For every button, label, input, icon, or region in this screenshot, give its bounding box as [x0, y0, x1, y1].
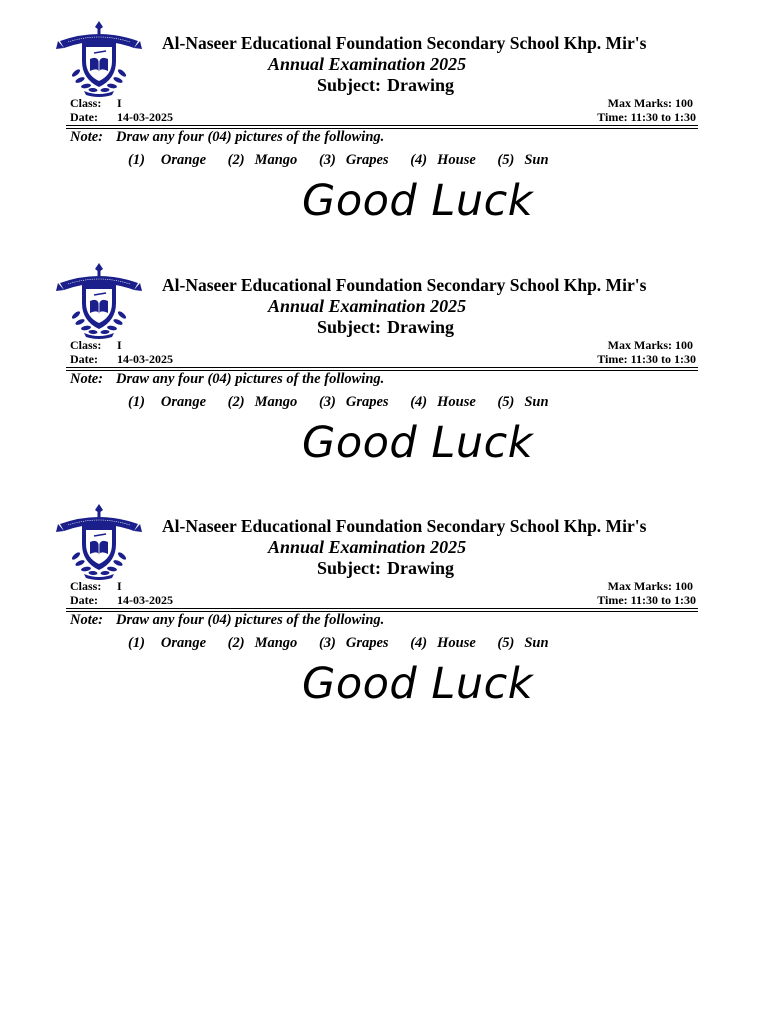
option-item: [497, 152, 548, 169]
option-number: (4): [410, 152, 428, 168]
options-list: [128, 394, 567, 411]
option-item: [128, 635, 206, 652]
option-label: Mango: [254, 152, 298, 168]
class-value: I: [117, 338, 122, 352]
subject-line: [317, 75, 460, 96]
class-value: I: [117, 579, 122, 593]
note-line: [70, 612, 384, 629]
good-luck-text: Good Luck: [302, 176, 534, 226]
note-label: Note:: [70, 129, 104, 145]
option-number: (3): [318, 635, 336, 651]
school-crest-icon: [54, 21, 144, 97]
subject-value: Drawing: [387, 558, 454, 578]
option-item: [228, 152, 298, 169]
date-value: 14-03-2025: [117, 593, 173, 607]
option-item: [228, 635, 298, 652]
exam-title: Annual Examination 2025: [268, 296, 467, 316]
option-number: (3): [318, 152, 336, 168]
date-value: 14-03-2025: [117, 110, 173, 124]
option-number: (4): [410, 394, 428, 410]
option-item: [128, 394, 206, 411]
exam-slip: [0, 18, 768, 260]
exam-slip: [0, 260, 768, 502]
subject-line: [317, 558, 460, 579]
school-name: Al-Naseer Educational Foundation Secondary School Khp. Mir's: [162, 275, 647, 295]
option-label: House: [437, 394, 476, 410]
note-line: [70, 371, 384, 388]
option-number: (1): [128, 152, 145, 168]
option-number: (4): [410, 635, 428, 651]
option-number: (5): [497, 394, 515, 410]
class-label: Class:: [70, 338, 102, 352]
option-label: Sun: [524, 152, 549, 168]
option-label: Mango: [254, 394, 298, 410]
option-item: [128, 152, 206, 169]
option-item: [319, 152, 389, 169]
options-list: [128, 635, 567, 652]
option-label: Orange: [160, 152, 207, 168]
max-marks: Max Marks: 100: [607, 338, 693, 352]
good-luck-text: Good Luck: [302, 659, 534, 709]
school-name: Al-Naseer Educational Foundation Secondary School Khp. Mir's: [162, 33, 647, 53]
date-label: Date:: [70, 593, 98, 607]
option-number: (2): [227, 635, 245, 651]
option-item: [410, 394, 476, 411]
note-text: Draw any four (04) pictures of the following.: [116, 371, 385, 387]
option-item: [319, 635, 389, 652]
option-label: Grapes: [345, 394, 389, 410]
class-value: I: [117, 96, 122, 110]
option-label: Sun: [524, 635, 549, 651]
class-label: Class:: [70, 96, 102, 110]
option-number: (3): [318, 394, 336, 410]
option-item: [497, 635, 548, 652]
exam-slip: [0, 501, 768, 743]
option-number: (5): [497, 635, 515, 651]
school-crest-icon: [54, 263, 144, 339]
option-number: (5): [497, 152, 515, 168]
option-item: [319, 394, 389, 411]
exam-time: Time: 11:30 to 1:30: [597, 593, 696, 607]
option-label: House: [437, 635, 476, 651]
school-name: Al-Naseer Educational Foundation Secondary School Khp. Mir's: [162, 516, 647, 536]
exam-time: Time: 11:30 to 1:30: [597, 352, 696, 366]
date-value: 14-03-2025: [117, 352, 173, 366]
subject-label: Subject:: [317, 558, 381, 578]
note-text: Draw any four (04) pictures of the following.: [116, 612, 385, 628]
option-label: Orange: [160, 394, 207, 410]
subject-value: Drawing: [387, 317, 454, 337]
exam-time: Time: 11:30 to 1:30: [597, 110, 696, 124]
option-label: House: [437, 152, 476, 168]
subject-label: Subject:: [317, 75, 381, 95]
option-number: (2): [227, 394, 245, 410]
note-label: Note:: [70, 371, 104, 387]
options-list: [128, 152, 567, 169]
class-label: Class:: [70, 579, 102, 593]
option-label: Orange: [160, 635, 207, 651]
date-row: [70, 110, 173, 125]
class-row: [70, 338, 122, 353]
option-number: (1): [128, 635, 145, 651]
subject-label: Subject:: [317, 317, 381, 337]
option-label: Grapes: [345, 152, 389, 168]
subject-line: [317, 317, 460, 338]
option-item: [228, 394, 298, 411]
note-text: Draw any four (04) pictures of the following.: [116, 129, 385, 145]
max-marks: Max Marks: 100: [607, 96, 693, 110]
option-label: Mango: [254, 635, 298, 651]
date-label: Date:: [70, 110, 98, 124]
option-number: (2): [227, 152, 245, 168]
good-luck-text: Good Luck: [302, 418, 534, 468]
option-item: [410, 152, 476, 169]
option-number: (1): [128, 394, 145, 410]
option-label: Sun: [524, 394, 549, 410]
exam-title: Annual Examination 2025: [268, 54, 467, 74]
note-label: Note:: [70, 612, 104, 628]
subject-value: Drawing: [387, 75, 454, 95]
option-item: [410, 635, 476, 652]
note-line: [70, 129, 384, 146]
date-row: [70, 593, 173, 608]
option-label: Grapes: [345, 635, 389, 651]
option-item: [497, 394, 548, 411]
date-label: Date:: [70, 352, 98, 366]
date-row: [70, 352, 173, 367]
school-crest-icon: [54, 504, 144, 580]
exam-title: Annual Examination 2025: [268, 537, 467, 557]
max-marks: Max Marks: 100: [607, 579, 693, 593]
class-row: [70, 579, 122, 594]
class-row: [70, 96, 122, 111]
